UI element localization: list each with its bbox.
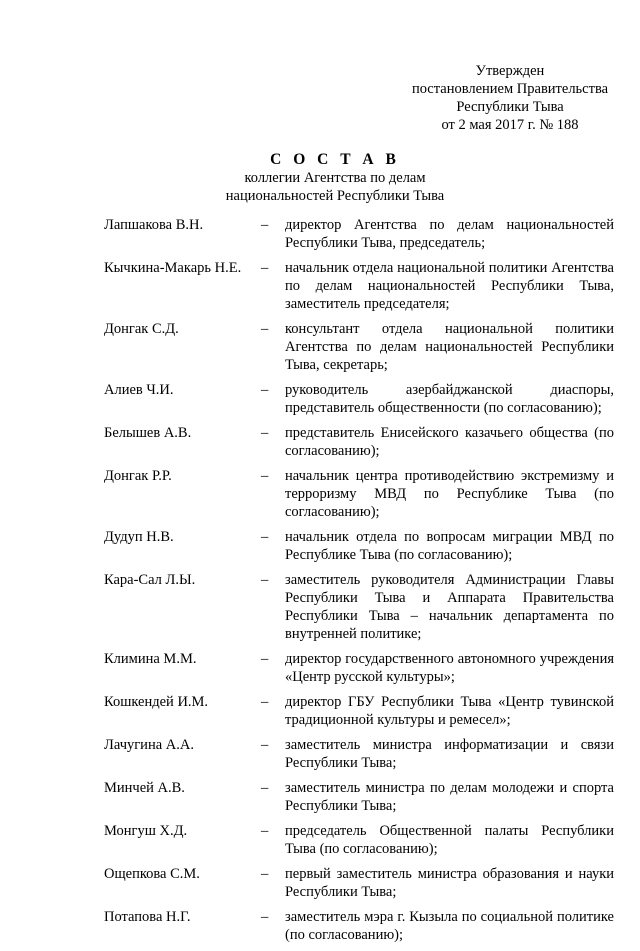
member-name: Алиев Ч.И. (104, 382, 174, 398)
members-list (104, 216, 614, 951)
member-name: Лапшакова В.Н. (104, 217, 204, 233)
member-row (104, 381, 614, 417)
member-row (104, 908, 614, 944)
member-role: консультант отдела национальной политики Агентства по делам национальностей Республики Тыва, секретарь; (285, 321, 614, 373)
approval-line-2: постановлением Правительства (411, 81, 609, 97)
member-dash: – (261, 909, 269, 925)
member-row (104, 216, 614, 252)
member-row (104, 736, 614, 772)
member-row (104, 424, 614, 460)
member-row (104, 693, 614, 729)
member-role: директор государственного автономного учреждения «Центр русской культуры»; (285, 651, 614, 685)
member-row (104, 528, 614, 564)
member-row (104, 822, 614, 858)
member-dash: – (261, 260, 269, 276)
member-row (104, 467, 614, 521)
member-name: Кара-Сал Л.Ы. (104, 572, 196, 588)
member-name: Дудуп Н.В. (104, 529, 174, 545)
member-row (104, 650, 614, 686)
document-title (120, 150, 550, 205)
member-name: Донгак С.Д. (104, 321, 179, 337)
member-role: первый заместитель министра образования и науки Республики Тыва; (285, 866, 614, 900)
member-role: представитель Енисейского казачьего общества (по согласованию); (285, 425, 614, 459)
approval-line-3: Республики Тыва (456, 99, 564, 115)
member-dash: – (261, 425, 269, 441)
member-role: заместитель министра по делам молодежи и спорта Республики Тыва; (285, 780, 614, 814)
member-name: Монгуш Х.Д. (104, 823, 188, 839)
member-row (104, 779, 614, 815)
member-name: Кошкендей И.М. (104, 694, 209, 710)
member-name: Лачугина А.А. (104, 737, 194, 753)
member-name: Белышев А.В. (104, 425, 192, 441)
member-dash: – (261, 321, 269, 337)
member-row (104, 571, 614, 643)
member-dash: – (261, 468, 269, 484)
member-name: Климина М.М. (104, 651, 197, 667)
member-role: председатель Общественной палаты Республики Тыва (по согласованию); (285, 823, 614, 857)
member-role: начальник отдела национальной политики Агентства по делам национальностей Республики Тыва, заместитель председателя; (285, 260, 614, 312)
member-dash: – (261, 382, 269, 398)
member-row (104, 320, 614, 374)
member-dash: – (261, 866, 269, 882)
approval-line-1: Утвержден (475, 63, 545, 79)
approval-stamp (395, 62, 625, 134)
member-role: руководитель азербайджанской диаспоры, представитель общественности (по согласованию); (285, 382, 614, 416)
member-role: заместитель руководителя Администрации Главы Республики Тыва и Аппарата Правительства Республики Тыва – начальник департамента по внутренней политике; (285, 572, 614, 642)
member-name: Кычкина-Макарь Н.Е. (104, 260, 242, 276)
title-subtitle-2: национальностей Республики Тыва (225, 188, 445, 204)
member-dash: – (261, 780, 269, 796)
member-dash: – (261, 651, 269, 667)
member-name: Потапова Н.Г. (104, 909, 191, 925)
member-role: директор ГБУ Республики Тыва «Центр тувинской традиционной культуры и ремесел»; (285, 694, 614, 728)
title-main: С О С Т А В (270, 151, 400, 168)
member-dash: – (261, 217, 269, 233)
member-dash: – (261, 694, 269, 710)
member-dash: – (261, 529, 269, 545)
member-name: Ощепкова С.М. (104, 866, 200, 882)
member-dash: – (261, 737, 269, 753)
member-row (104, 259, 614, 313)
member-name: Донгак Р.Р. (104, 468, 172, 484)
member-role: заместитель мэра г. Кызыла по социальной политике (по согласованию); (285, 909, 614, 943)
member-role: директор Агентства по делам национальностей Республики Тыва, председатель; (285, 217, 614, 251)
member-name: Минчей А.В. (104, 780, 185, 796)
member-role: заместитель министра информатизации и связи Республики Тыва; (285, 737, 614, 771)
member-row (104, 865, 614, 901)
member-dash: – (261, 823, 269, 839)
member-dash: – (261, 572, 269, 588)
member-role: начальник отдела по вопросам миграции МВД по Республике Тыва (по согласованию); (285, 529, 614, 563)
member-role: начальник центра противодействию экстремизму и терроризму МВД по Республике Тыва (по согласованию); (285, 468, 614, 520)
approval-line-4: от 2 мая 2017 г. № 188 (441, 117, 579, 133)
title-subtitle-1: коллегии Агентства по делам (244, 170, 426, 186)
